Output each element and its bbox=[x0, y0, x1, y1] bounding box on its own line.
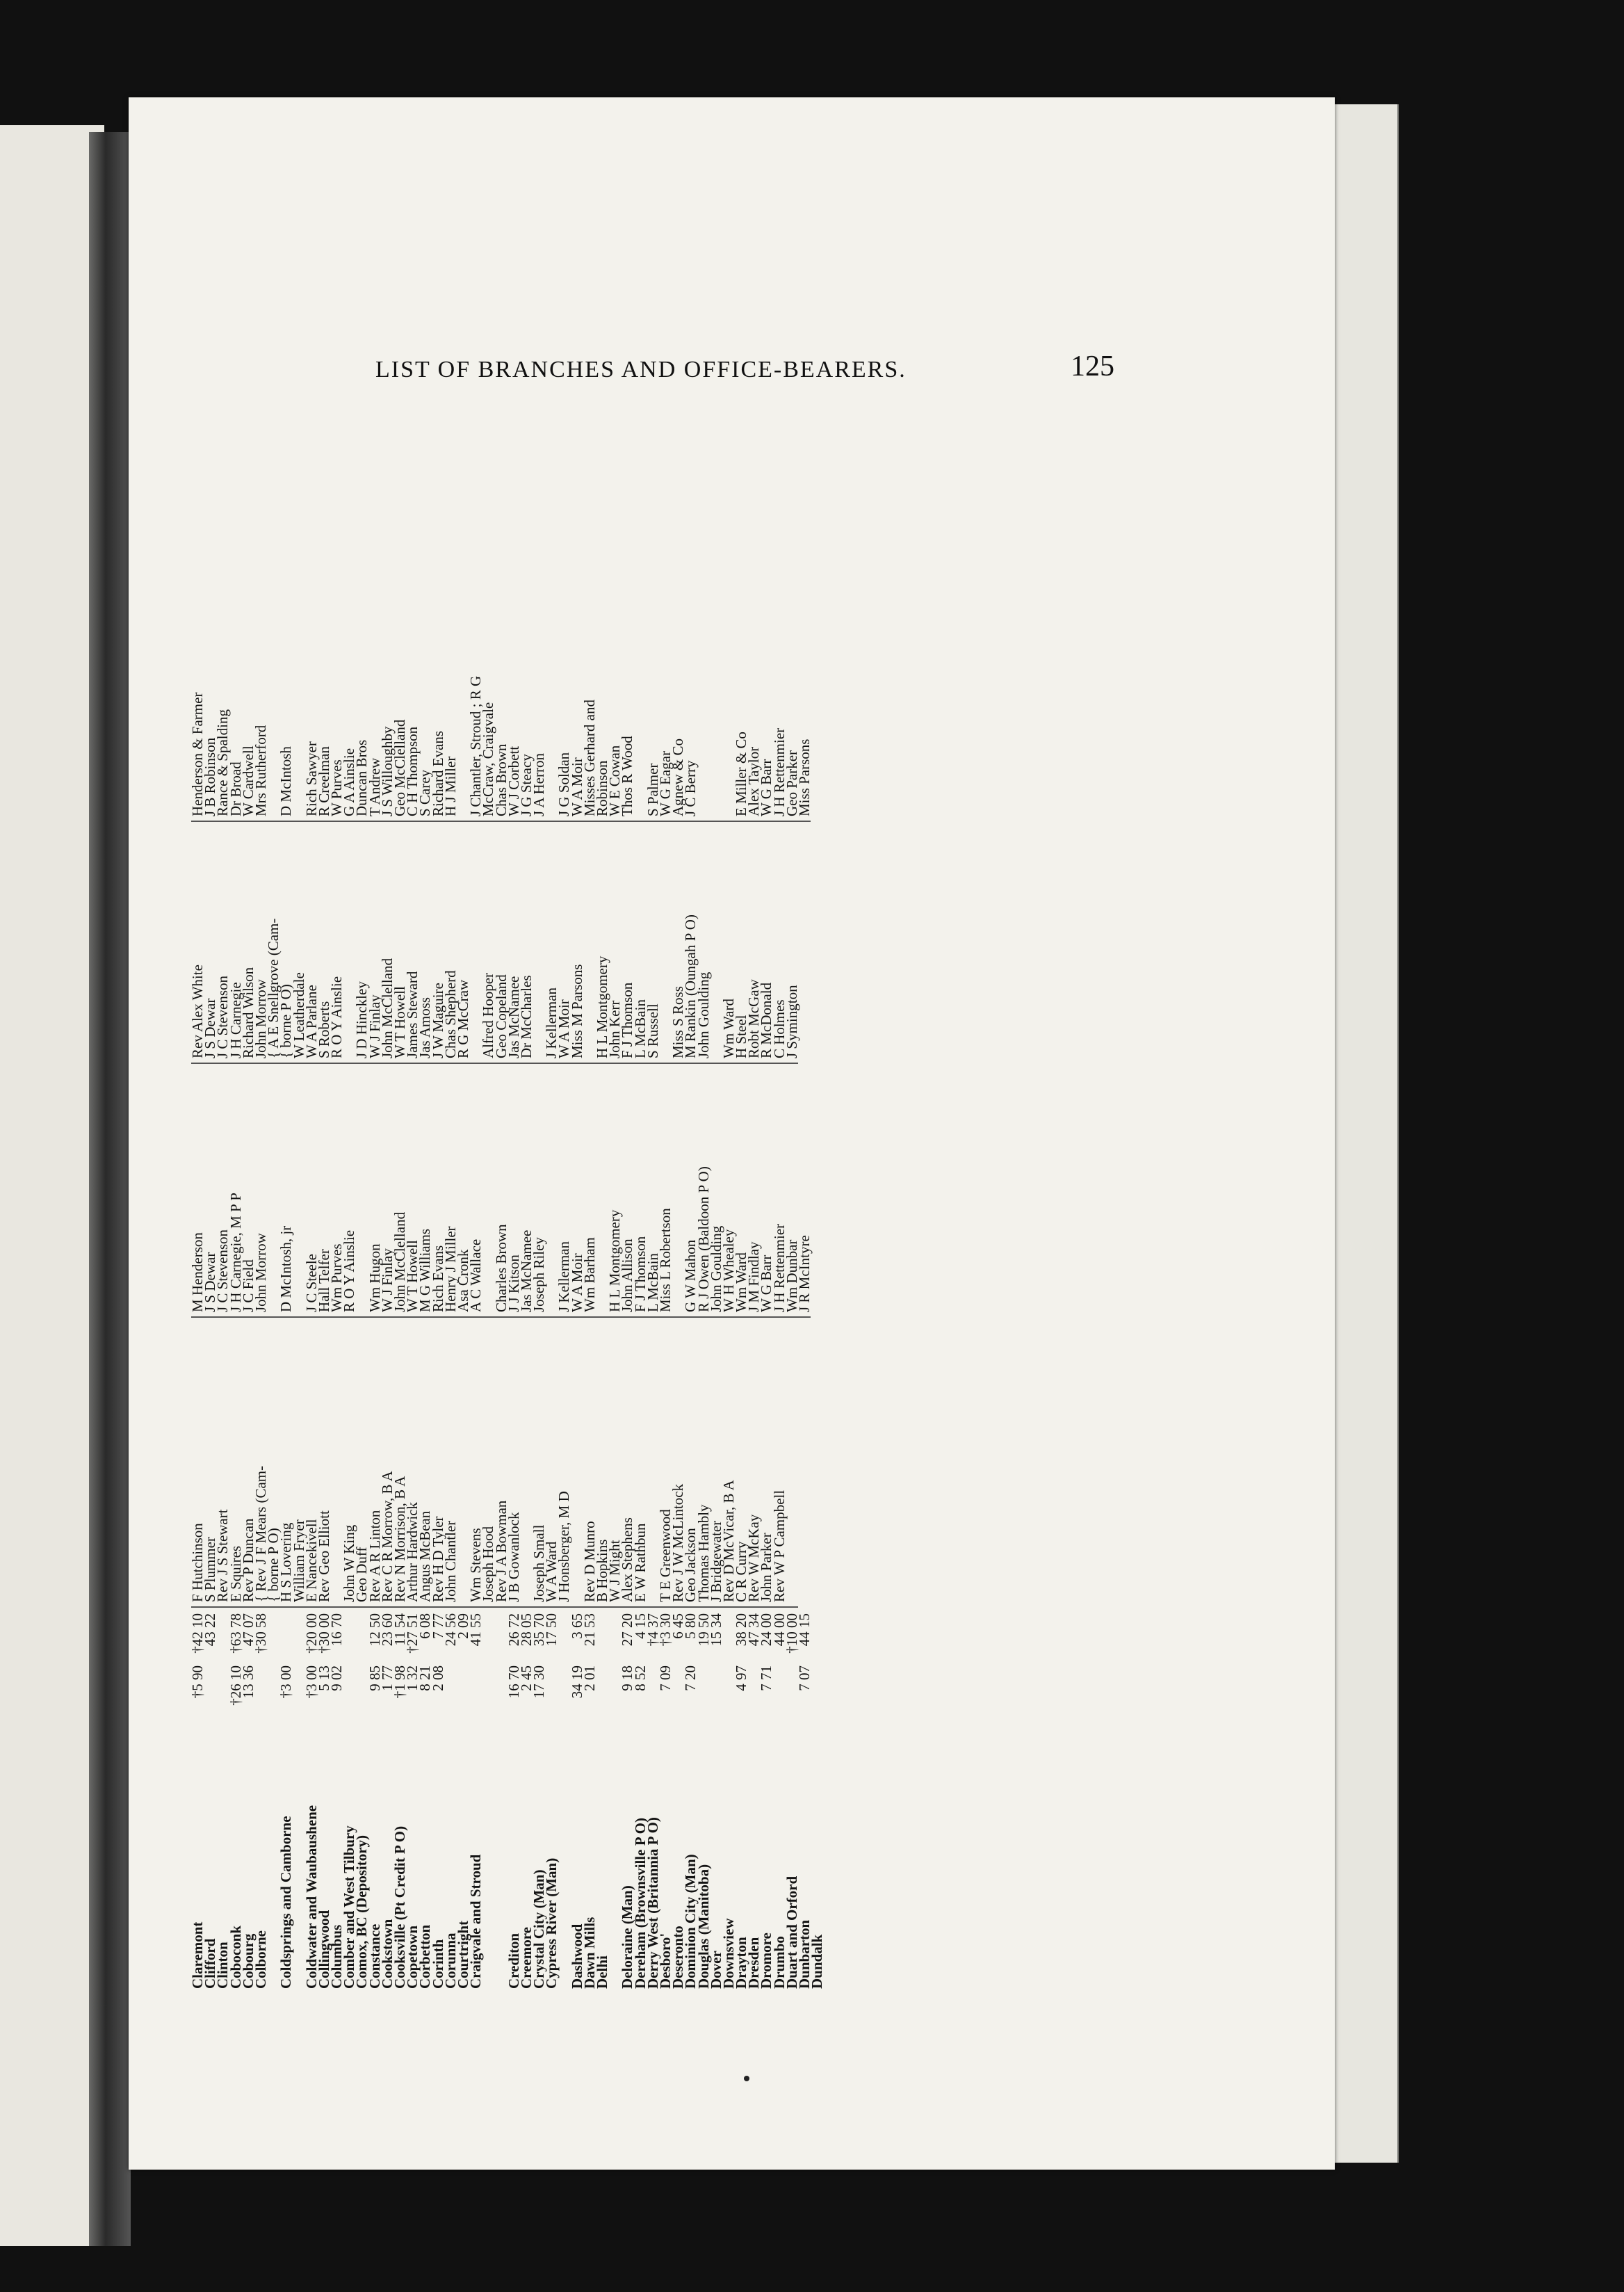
place-cell: Drayton bbox=[733, 1937, 750, 1989]
secretary-cell: A C Wallace bbox=[467, 1238, 485, 1312]
depositary-cell: W Purves bbox=[328, 759, 346, 816]
president-cell: John Parker bbox=[758, 1533, 775, 1602]
depositary-cell: Miss Parsons bbox=[796, 739, 813, 816]
place-cell: Comox, BC (Depository) bbox=[353, 1834, 371, 1989]
depositary-cell: W E Cowan bbox=[606, 745, 624, 816]
place-cell: Dashwood bbox=[568, 1923, 585, 1989]
amount-cell: 19 50 bbox=[695, 1613, 712, 1647]
president-cell: Rev W P Campbell bbox=[770, 1490, 788, 1602]
place-cell: Coldsprings and Camborne bbox=[277, 1816, 295, 1989]
amount-cell bbox=[697, 1665, 710, 1714]
president-cell: B Hopkins bbox=[594, 1539, 610, 1602]
amount-cell: †26 10 bbox=[227, 1665, 244, 1706]
president-cell: E W Rathbun bbox=[631, 1523, 649, 1602]
amount-cell: 16 70 bbox=[505, 1665, 522, 1699]
amount-cell bbox=[710, 1665, 722, 1714]
depositary-cell: Richard Evans bbox=[429, 730, 446, 816]
amount-cell: 16 70 bbox=[328, 1613, 346, 1647]
treasurer-cell: J C Stevenson bbox=[214, 975, 232, 1058]
place-cell: Deloraine (Man) bbox=[619, 1885, 636, 1989]
branch-table bbox=[191, 494, 1137, 1989]
president-cell: Thomas Hambly bbox=[695, 1504, 712, 1602]
amount-cell: 4 97 bbox=[733, 1665, 750, 1691]
depositary-cell: Henderson & Farmer bbox=[189, 692, 206, 816]
treasurer-cell: R G McCraw bbox=[454, 979, 471, 1058]
treasurer-cell: Miss M Parsons bbox=[568, 964, 585, 1058]
amount-cell: †63 78 bbox=[227, 1613, 244, 1654]
treasurer-cell: W A Moir bbox=[555, 999, 573, 1058]
president-cell: Rev H D Tyler bbox=[429, 1516, 446, 1602]
amount-cell: 9 18 bbox=[619, 1665, 636, 1691]
place-cell: Dundalk bbox=[809, 1934, 826, 1989]
president-cell: Rev J W McLintock bbox=[669, 1483, 687, 1602]
secretary-cell: John Allison bbox=[619, 1238, 636, 1312]
place-cell: Dereham (Brownsville P O) bbox=[631, 1818, 649, 1989]
depositary-cell: J A Herron bbox=[530, 753, 548, 816]
president-cell: W A Ward bbox=[543, 1541, 560, 1602]
secretary-cell: J S Dewar bbox=[202, 1252, 219, 1312]
treasurer-cell: John Goulding bbox=[695, 971, 712, 1058]
treasurer-cell: W J Finlay bbox=[366, 994, 383, 1058]
secretary-cell: R O Y Ainslie bbox=[341, 1229, 358, 1312]
president-cell: E Nancekivell bbox=[302, 1519, 320, 1602]
president-cell: John W King bbox=[341, 1524, 358, 1602]
amount-cell: 28 05 bbox=[517, 1613, 535, 1647]
amount-cell: 8 52 bbox=[631, 1665, 649, 1691]
secretary-cell: Miss L Robertson bbox=[656, 1208, 674, 1312]
treasurer-cell: J Symington bbox=[783, 985, 800, 1058]
place-cell: Corunna bbox=[441, 1932, 459, 1989]
president-cell: S Plummer bbox=[202, 1537, 219, 1602]
depositary-cell: J H Rettenmier bbox=[770, 727, 788, 816]
treasurer-column bbox=[191, 822, 798, 1064]
amount-cell: 27 20 bbox=[619, 1613, 636, 1647]
place-cell: Craigvale and Stroud bbox=[467, 1854, 485, 1989]
depositary-cell: J S Willoughby bbox=[378, 726, 396, 816]
president-cell: John Chantler bbox=[441, 1520, 459, 1602]
place-cell: Cypress River (Man) bbox=[543, 1857, 560, 1989]
treasurer-cell: W A Parlane bbox=[302, 985, 320, 1058]
secretary-cell: W A Moir bbox=[568, 1253, 585, 1312]
place-cell: Clinton bbox=[214, 1942, 232, 1989]
secretary-cell: J R McIntyre bbox=[796, 1235, 813, 1312]
treasurer-cell: James Steward bbox=[404, 971, 421, 1058]
amount-cell: 2 09 bbox=[454, 1613, 471, 1639]
treasurer-cell: Wm Ward bbox=[720, 999, 737, 1058]
depositary-cell: E Miller & Co bbox=[733, 732, 750, 816]
treasurer-cell: John Morrow bbox=[252, 979, 269, 1058]
secretary-cell: G W Mahon bbox=[682, 1239, 699, 1312]
president-cell: Joseph Small bbox=[530, 1524, 548, 1602]
treasurer-cell: W Leatherdale bbox=[290, 972, 307, 1058]
president-cell: F Hutchinson bbox=[189, 1523, 206, 1602]
page-header: LIST OF BRANCHES AND OFFICE-BEARERS. bbox=[375, 357, 907, 382]
page-number: 125 bbox=[1071, 350, 1114, 382]
secretary-cell: J M Findlay bbox=[745, 1241, 763, 1312]
depositary-cell: S Carey bbox=[416, 769, 434, 816]
amount-cell: †5 90 bbox=[189, 1665, 206, 1699]
treasurer-cell: J H Carnegie bbox=[227, 982, 244, 1058]
president-cell: T E Greenwood bbox=[656, 1509, 674, 1602]
secretary-cell: J C Stevenson bbox=[214, 1229, 232, 1312]
amount-cell: 17 50 bbox=[543, 1613, 560, 1647]
amount-cell: †3 00 bbox=[302, 1665, 320, 1699]
place-cell: Crediton bbox=[505, 1932, 522, 1989]
amount-cell: †27 51 bbox=[404, 1613, 421, 1654]
secretary-cell: W H Whealey bbox=[720, 1229, 737, 1312]
depositary-cell: R Creelman bbox=[315, 746, 332, 816]
secretary-cell: John McClelland bbox=[391, 1211, 408, 1312]
treasurer-cell: S Russell bbox=[644, 1003, 661, 1058]
place-cell: Courtright bbox=[454, 1921, 471, 1989]
depositary-cell: J B Robinson bbox=[202, 737, 219, 816]
secretary-column bbox=[191, 1062, 811, 1318]
amount-cell: 8 21 bbox=[416, 1665, 434, 1691]
treasurer-cell: { A E Snellgrove (Cam- bbox=[265, 918, 282, 1058]
depositary-cell: J Chantler, Stroud ; R G bbox=[467, 675, 485, 816]
secretary-cell: Wm Hugon bbox=[366, 1243, 383, 1312]
place-cell: Dominion City (Man) bbox=[682, 1854, 699, 1989]
amount-cell bbox=[482, 1665, 494, 1714]
place-cell: Dunbarton bbox=[796, 1919, 813, 1989]
place-cell: Copetown bbox=[404, 1925, 421, 1989]
depositary-column bbox=[191, 497, 811, 822]
depositary-cell: Mrs Rutherford bbox=[252, 725, 269, 816]
amount-cell: 4 15 bbox=[631, 1613, 649, 1639]
president-cell: Rev W McKay bbox=[745, 1514, 763, 1602]
place-cell: Coldwater and Waubaushene bbox=[302, 1805, 320, 1989]
depositary-cell: S Palmer bbox=[644, 763, 661, 816]
amount-cell: 1 32 bbox=[404, 1665, 421, 1691]
treasurer-cell: S Roberts bbox=[315, 1001, 332, 1058]
place-cell: Douglas (Manitoba) bbox=[695, 1864, 712, 1989]
secretary-cell: W T Howell bbox=[404, 1240, 421, 1312]
amount-cell: 17 30 bbox=[530, 1665, 548, 1699]
depositary-cell: Geo McClelland bbox=[391, 719, 408, 816]
amount-cell: 9 85 bbox=[366, 1665, 383, 1691]
place-cell: Comber and West Tilbury bbox=[341, 1825, 358, 1989]
amount-cell: 41 55 bbox=[467, 1613, 485, 1647]
president-cell: J Honsberger, M D bbox=[555, 1491, 573, 1602]
depositary-cell: Chas Brown bbox=[492, 743, 510, 816]
president-cell: William Fryer bbox=[290, 1519, 307, 1602]
president-cell: Alex Stephens bbox=[619, 1517, 636, 1602]
amount-cell: 2 45 bbox=[517, 1665, 535, 1691]
amount-cell: †30 00 bbox=[315, 1613, 332, 1654]
secretary-cell: J H Rettenmier bbox=[770, 1223, 788, 1312]
treasurer-cell: H Steel bbox=[733, 1015, 750, 1058]
depositary-cell bbox=[697, 497, 710, 816]
place-column bbox=[189, 1718, 826, 1989]
place-cell: Downsview bbox=[720, 1918, 737, 1989]
place-cell: Corbetton bbox=[416, 1924, 434, 1989]
secretary-cell: D McIntosh, jr bbox=[277, 1225, 295, 1312]
place-cell: Claremont bbox=[189, 1921, 206, 1989]
amount-cell: 5 80 bbox=[682, 1613, 699, 1639]
place-cell: Clifford bbox=[202, 1938, 219, 1989]
amount-cell: 38 20 bbox=[733, 1613, 750, 1647]
president-cell: Rev N Morrison, B A bbox=[391, 1476, 408, 1602]
amount-cell: 11 54 bbox=[391, 1613, 408, 1646]
ink-speck bbox=[744, 2076, 749, 2081]
amount-cell: 6 45 bbox=[669, 1613, 687, 1639]
treasurer-cell: J W Maguire bbox=[429, 983, 446, 1058]
amount-cell: 1 77 bbox=[378, 1665, 396, 1691]
amount-cell: 23 60 bbox=[378, 1613, 396, 1647]
amount-cell: 2 01 bbox=[580, 1665, 598, 1691]
depositary-cell: J G Soldan bbox=[555, 752, 573, 816]
amount-cell bbox=[482, 1613, 494, 1662]
president-cell: { borne P O) bbox=[265, 1528, 282, 1602]
place-cell: Corinth bbox=[429, 1939, 446, 1989]
president-cell: Rev P Duncan bbox=[239, 1518, 257, 1602]
depositary-cell bbox=[710, 497, 722, 816]
amount-cell: 2 08 bbox=[429, 1665, 446, 1691]
depositary-cell: Geo Parker bbox=[783, 750, 800, 816]
secretary-cell: M Henderson bbox=[189, 1232, 206, 1312]
president-cell: C R Curry bbox=[733, 1541, 750, 1602]
treasurer-cell: J S Dewar bbox=[202, 998, 219, 1058]
amount-cell bbox=[469, 1665, 482, 1714]
secretary-cell: Jas McNamee bbox=[517, 1229, 535, 1312]
secretary-cell: F J Thomson bbox=[631, 1236, 649, 1312]
place-cell: Columbus bbox=[328, 1924, 346, 1989]
depositary-cell: J G Steacy bbox=[517, 754, 535, 816]
amount-cell bbox=[457, 1665, 469, 1714]
secretary-cell: H L Montgomery bbox=[606, 1209, 624, 1312]
secretary-cell: Wm Purves bbox=[328, 1243, 346, 1312]
treasurer-cell: W T Howell bbox=[391, 986, 408, 1058]
president-cell: Rev J S Stewart bbox=[214, 1509, 232, 1602]
president-cell: J Bridgewater bbox=[707, 1520, 724, 1602]
president-cell: H S Lovering bbox=[277, 1522, 295, 1602]
amount-cell: 43 22 bbox=[202, 1613, 219, 1647]
secretary-cell: Wm Ward bbox=[733, 1252, 750, 1312]
treasurer-cell: Miss S Ross bbox=[669, 986, 687, 1058]
secretary-cell: Wm Dunbar bbox=[783, 1239, 800, 1312]
place-cell: Drumbo bbox=[770, 1936, 788, 1989]
amount-cell: †4 37 bbox=[644, 1613, 661, 1647]
amount-cell: 15 34 bbox=[707, 1613, 724, 1647]
amount-cell: 5 13 bbox=[315, 1665, 332, 1691]
depositary-cell: McCraw, Craigvale bbox=[480, 702, 497, 816]
depositary-cell: C H Thompson bbox=[404, 726, 421, 816]
president-cell: J B Gowanlock bbox=[505, 1512, 522, 1602]
amount-cell: 3 65 bbox=[568, 1613, 585, 1639]
secretary-cell: Rich Evans bbox=[429, 1245, 446, 1312]
depositary-cell: H J Miller bbox=[441, 756, 459, 816]
amount-cell: 26 72 bbox=[505, 1613, 522, 1647]
amount-cell bbox=[279, 1613, 292, 1662]
place-cell: Cobourg bbox=[239, 1933, 257, 1989]
place-cell: Collingwood bbox=[315, 1910, 332, 1989]
treasurer-cell: Rev Alex White bbox=[189, 965, 206, 1058]
amount-cell: 7 09 bbox=[656, 1665, 674, 1691]
treasurer-cell: Dr McCharles bbox=[517, 975, 535, 1058]
amount-cell: 44 00 bbox=[770, 1613, 788, 1647]
treasurer-cell: R O Y Ainslie bbox=[328, 976, 346, 1058]
amount-cell: 7 07 bbox=[796, 1665, 813, 1691]
amount-cell: †3 30 bbox=[656, 1613, 674, 1647]
president-column bbox=[191, 1317, 798, 1608]
secretary-cell: Hall Telfer bbox=[315, 1249, 332, 1312]
president-cell: Wm Stevens bbox=[467, 1528, 485, 1602]
president-cell: Rev Geo Elliott bbox=[315, 1510, 332, 1602]
depositary-cell: W J Corbett bbox=[505, 745, 522, 816]
amount-cell: †42 10 bbox=[189, 1613, 206, 1654]
president-cell: Geo Jackson bbox=[682, 1528, 699, 1602]
president-cell: Geo Duff bbox=[353, 1547, 371, 1602]
amount-cell: 21 53 bbox=[580, 1613, 598, 1647]
secretary-cell: John Goulding bbox=[707, 1225, 724, 1312]
treasurer-cell: John McClelland bbox=[378, 958, 396, 1058]
amount-cell: 47 07 bbox=[239, 1613, 257, 1647]
place-cell: Constance bbox=[366, 1923, 383, 1989]
treasurer-cell: H L Montgomery bbox=[594, 955, 610, 1058]
amount-cell: †10 00 bbox=[783, 1613, 800, 1654]
president-cell: E Squires bbox=[227, 1545, 244, 1602]
treasurer-cell: J D Hinckley bbox=[353, 981, 371, 1058]
treasurer-cell: Jas McNamee bbox=[505, 976, 522, 1058]
treasurer-cell: F J Thomson bbox=[619, 982, 636, 1058]
depositary-cell: Rich Sawyer bbox=[302, 741, 320, 816]
amount-cell: 44 15 bbox=[796, 1613, 813, 1647]
depositary-cell: W G Eagar bbox=[656, 750, 674, 816]
depositary-cell: G A Ainslie bbox=[341, 748, 358, 816]
amount-cell: †3 00 bbox=[277, 1665, 295, 1699]
president-cell: Joseph Hood bbox=[480, 1526, 497, 1602]
amount-cell: 34 19 bbox=[568, 1665, 585, 1699]
secretary-cell: J J Kitson bbox=[505, 1254, 522, 1312]
amount-cell: 13 36 bbox=[239, 1665, 257, 1699]
amount-cell: 9 02 bbox=[328, 1665, 346, 1691]
place-cell: Desboro' bbox=[656, 1932, 674, 1989]
depositary-cell: D McIntosh bbox=[277, 746, 295, 816]
amount-cell: 47 34 bbox=[745, 1613, 763, 1647]
treasurer-cell: Alfred Hooper bbox=[480, 972, 497, 1058]
place-cell bbox=[482, 1718, 494, 1989]
depositary-cell: Agnew & Co bbox=[669, 739, 687, 816]
amount-cell bbox=[773, 1665, 786, 1714]
sales-column bbox=[191, 1613, 823, 1662]
treasurer-cell: R McDonald bbox=[758, 982, 775, 1058]
treasurer-cell: Chas Shepherd bbox=[441, 970, 459, 1058]
secretary-cell: Asa Cronk bbox=[454, 1249, 471, 1312]
president-cell: { Rev J F Mears (Cam- bbox=[252, 1465, 269, 1602]
amount-cell: 24 56 bbox=[441, 1613, 459, 1647]
treasurer-cell: { borne P O) bbox=[277, 984, 295, 1058]
contributions-column bbox=[191, 1665, 823, 1714]
place-cell: Dresden bbox=[745, 1937, 763, 1989]
place-cell: Deseronto bbox=[669, 1926, 687, 1989]
president-cell: Rev A R Linton bbox=[366, 1510, 383, 1602]
place-cell: Dromore bbox=[758, 1932, 775, 1989]
page-edge bbox=[1349, 104, 1399, 2163]
treasurer-cell: Richard Wilson bbox=[239, 967, 257, 1058]
secretary-cell: J Kellerman bbox=[555, 1241, 573, 1312]
depositary-cell: Robinson bbox=[594, 760, 610, 816]
amount-cell: 24 00 bbox=[758, 1613, 775, 1647]
president-cell: W J Might bbox=[606, 1540, 624, 1602]
treasurer-cell: Robt McGaw bbox=[745, 979, 763, 1058]
depositary-cell: Misses Gerhard and bbox=[580, 700, 598, 816]
secretary-cell: L McBain bbox=[644, 1253, 661, 1312]
treasurer-cell: L McBain bbox=[631, 999, 649, 1058]
place-cell: Cooksville (Pt Credit P O) bbox=[391, 1825, 408, 1989]
place-cell: Dawn Mills bbox=[580, 1916, 598, 1989]
depositary-cell: Duncan Bros bbox=[353, 739, 371, 816]
treasurer-cell: Geo Copeland bbox=[492, 974, 510, 1058]
place-cell: Coboconk bbox=[227, 1925, 244, 1989]
amount-cell: †20 00 bbox=[302, 1613, 320, 1654]
treasurer-cell: J Kellerman bbox=[543, 987, 560, 1058]
secretary-cell: John Morrow bbox=[252, 1233, 269, 1312]
place-cell: Creemore bbox=[517, 1926, 535, 1989]
treasurer-cell: C Holmes bbox=[770, 999, 788, 1058]
secretary-cell: Joseph Riley bbox=[530, 1237, 548, 1312]
depositary-cell: Alex Taylor bbox=[745, 746, 763, 816]
president-cell: Rev D Munro bbox=[580, 1521, 598, 1602]
secretary-cell: W J Finlay bbox=[378, 1248, 396, 1312]
depositary-cell: J C Berry bbox=[682, 760, 699, 816]
book-gutter bbox=[89, 132, 131, 2246]
amount-cell: †30 58 bbox=[252, 1613, 269, 1654]
president-cell: Angus McBean bbox=[416, 1510, 434, 1602]
president-cell: Rev D McVicar, B A bbox=[720, 1480, 737, 1602]
secretary-cell: W G Barr bbox=[758, 1254, 775, 1312]
place-cell: Dover bbox=[707, 1951, 724, 1989]
depositary-cell: Thos R Wood bbox=[619, 736, 636, 816]
secretary-cell: M G Williams bbox=[416, 1228, 434, 1312]
secretary-cell: J C Steele bbox=[302, 1254, 320, 1312]
secretary-cell: Charles Brown bbox=[492, 1224, 510, 1312]
secretary-cell: Henry J Miller bbox=[441, 1226, 459, 1312]
place-cell: Crystal City (Man) bbox=[530, 1869, 548, 1989]
president-cell: Rev J A Bowman bbox=[492, 1500, 510, 1602]
amount-cell: 35 70 bbox=[530, 1613, 548, 1647]
depositary-cell: W G Barr bbox=[758, 759, 775, 816]
depositary-cell: Rance & Spalding bbox=[214, 709, 232, 816]
president-cell: Arthur Hardwick bbox=[404, 1501, 421, 1602]
amount-cell: 7 71 bbox=[758, 1665, 775, 1691]
place-cell: Cookstown bbox=[378, 1919, 396, 1989]
secretary-cell: Wm Barham bbox=[580, 1237, 598, 1312]
treasurer-cell: M Rankin (Oungah P O) bbox=[682, 914, 699, 1058]
amount-cell: 12 50 bbox=[366, 1613, 383, 1647]
treasurer-cell: John Kerr bbox=[606, 1000, 624, 1058]
place-cell: Delhi bbox=[594, 1955, 610, 1989]
place-cell: Duart and Orford bbox=[783, 1875, 800, 1989]
place-cell: Colborne bbox=[252, 1930, 269, 1989]
secretary-cell: R J Owen (Baldoon P O) bbox=[695, 1166, 712, 1312]
amount-cell: †1 98 bbox=[391, 1665, 408, 1699]
depositary-cell: W A Moir bbox=[568, 757, 585, 816]
depositary-cell: W Cardwell bbox=[239, 745, 257, 816]
president-cell: Rev C R Morrow, B A bbox=[378, 1471, 396, 1602]
secretary-cell: J H Carnegie, M P P bbox=[227, 1193, 244, 1312]
amount-cell: 7 77 bbox=[429, 1613, 446, 1639]
amount-cell: 6 08 bbox=[416, 1613, 434, 1639]
treasurer-cell: Jas Amoss bbox=[416, 996, 434, 1058]
place-cell: Derry West (Britannia P O) bbox=[644, 1817, 661, 1989]
secretary-cell: J C Field bbox=[239, 1259, 257, 1312]
depositary-cell: T Andrew bbox=[366, 757, 383, 816]
amount-cell: 7 20 bbox=[682, 1665, 699, 1691]
depositary-cell: Dr Broad bbox=[227, 761, 244, 816]
